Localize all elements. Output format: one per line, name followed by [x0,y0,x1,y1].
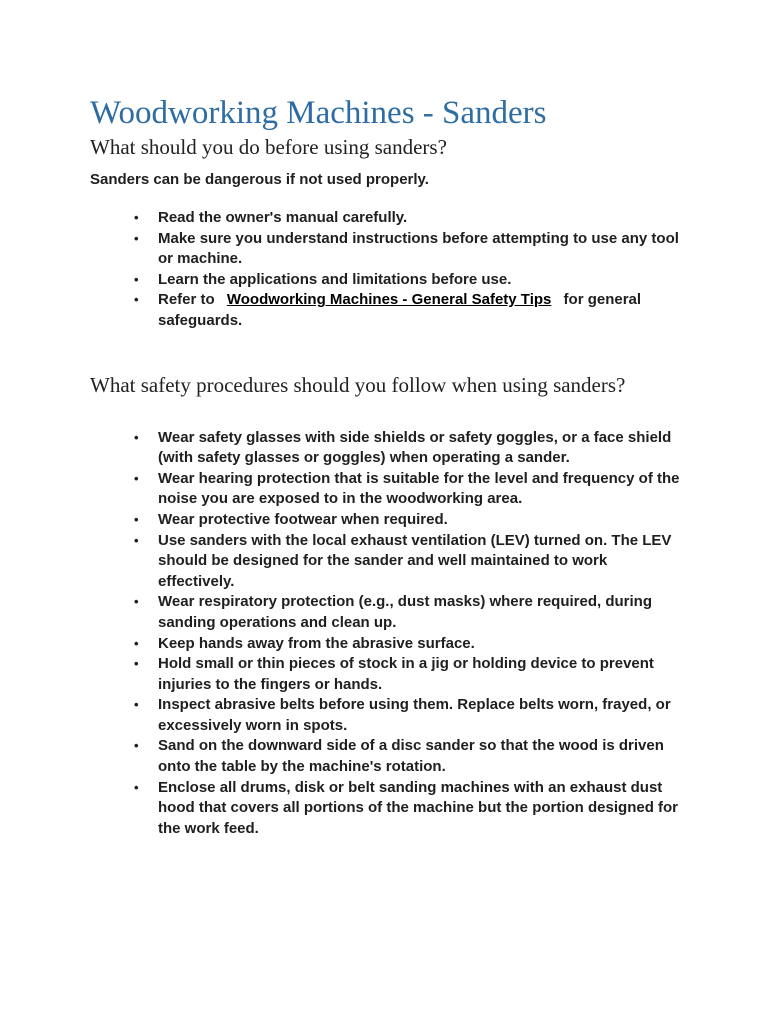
list-item [90,469,686,510]
list-item [90,778,686,840]
section1-heading: What should you do before using sanders? [90,135,447,159]
list-item [90,428,686,469]
list-item-text: Hold small or thin pieces of stock in a jig or holding device to prevent injuries to the fingers or hands. [158,655,654,693]
bullet-icon: • [134,594,139,610]
section2-list [90,428,690,840]
list-item-text: Inspect abrasive belts before using them. Replace belts worn, frayed, or excessively worn in spots. [158,696,671,734]
section2-heading: What safety procedures should you follow when using sanders? [90,372,626,397]
list-item-text: Wear protective footwear when required. [158,510,448,528]
bullet-icon: • [134,470,139,486]
list-item [90,736,686,777]
list-item [90,695,686,736]
bullet-icon: • [134,511,139,527]
bullet-icon: • [134,292,139,308]
list-item [90,592,686,633]
refer-suffix: for general safeguards. [158,291,642,329]
page-title: Woodworking Machines - Sanders [90,95,547,131]
bullet-icon: • [134,230,139,246]
bullet-icon: • [134,210,139,225]
bullet-icon: • [134,429,139,445]
list-item-text: Use sanders with the local exhaust ventilation (LEV) turned on. The LEV should be designed for the sander and well maintained to work effectively. [158,531,672,590]
bullet-icon: • [134,697,139,713]
bullet-icon: • [134,532,139,548]
list-item [90,510,686,531]
list-item [90,208,686,229]
section1-list [90,208,690,332]
list-item-text: Make sure you understand instructions before attempting to use any tool or machine. [158,229,679,268]
list-item-text: Wear respiratory protection (e.g., dust masks) where required, during sanding operations and clean up. [158,593,653,631]
section1-intro: Sanders can be dangerous if not used properly. [90,171,429,188]
list-item [90,229,686,270]
list-item [90,634,686,655]
list-item-text: Sand on the downward side of a disc sander so that the wood is driven onto the table by the machine's rotation. [158,737,664,776]
list-item [90,654,686,695]
list-item-refer [90,290,686,331]
bullet-icon: • [134,656,139,672]
bullet-icon: • [134,738,139,754]
list-item [90,270,686,291]
bullet-icon: • [134,779,139,795]
list-item-text: Wear safety glasses with side shields or safety goggles, or a face shield (with safety glasses or goggles) when operating a sander. [158,428,672,467]
list-item-text: Keep hands away from the abrasive surface. [158,634,475,652]
list-item-text: Learn the applications and limitations before use. [158,270,512,288]
list-item [90,531,686,593]
bullet-icon: • [134,271,139,287]
list-item-text: Wear hearing protection that is suitable for the level and frequency of the noise you are exposed to in the woodworking area. [158,469,680,508]
bullet-icon: • [134,635,139,651]
list-item-text: Read the owner's manual carefully. [158,209,408,226]
list-item-text: Enclose all drums, disk or belt sanding machines with an exhaust dust hood that covers all portions of the machine but the portion designed for the work feed. [158,778,679,837]
refer-prefix: Refer to [158,291,215,309]
general-safety-tips-link[interactable]: Woodworking Machines - General Safety Tips [226,291,552,309]
document-page [90,94,690,839]
